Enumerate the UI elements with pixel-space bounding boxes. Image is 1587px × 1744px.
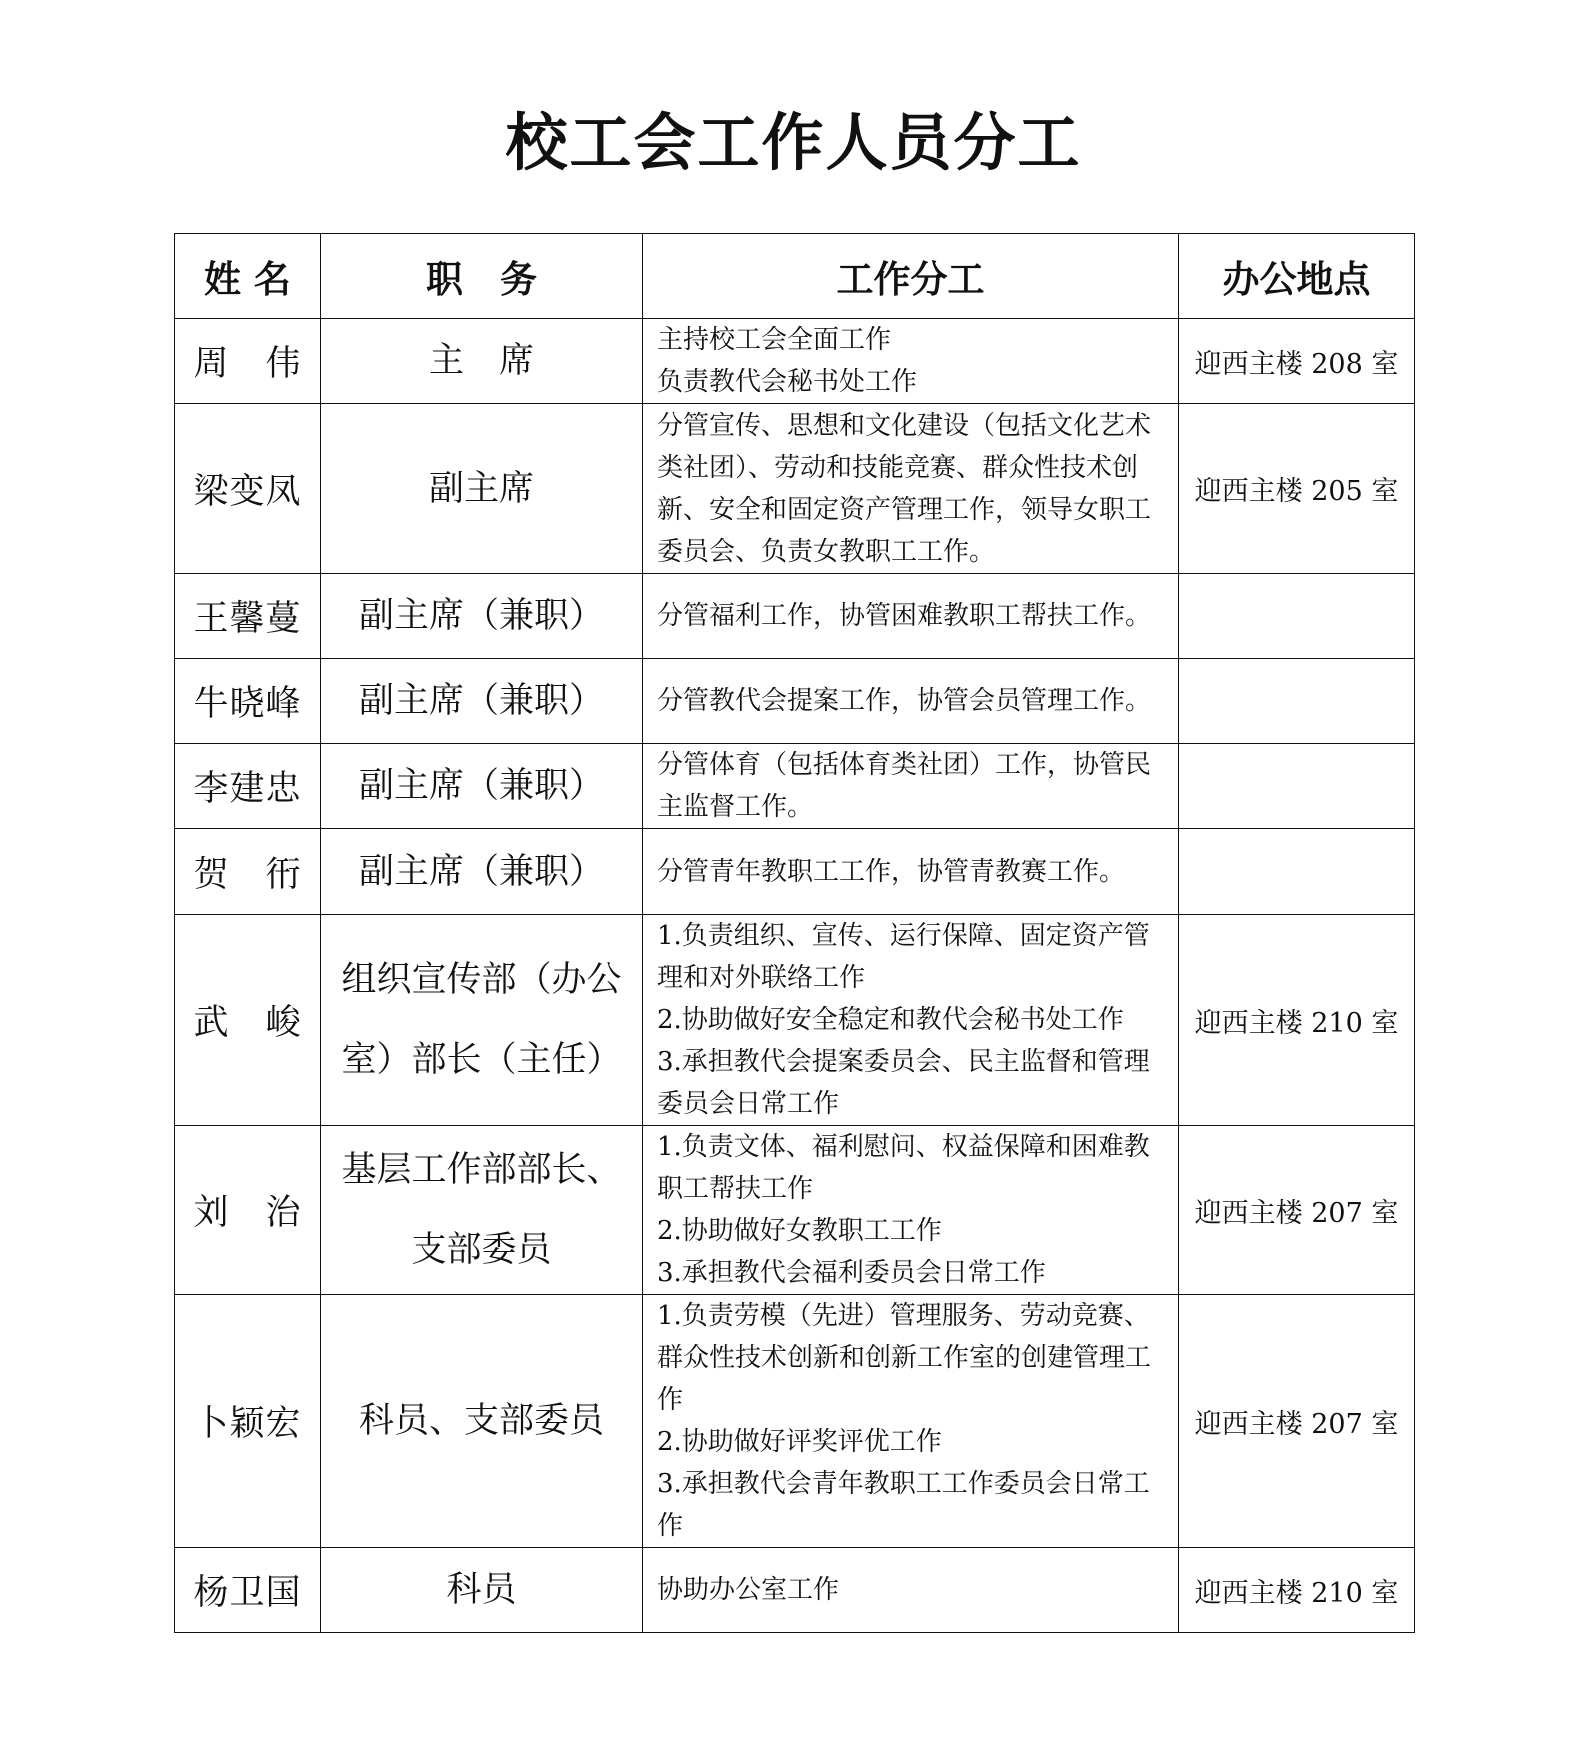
role-line: 组织宣传部（办公	[341, 960, 622, 1000]
role-line: 副主席（兼职）	[358, 766, 604, 806]
staff-office	[1179, 574, 1415, 659]
duty-item: 1.负责劳模（先进）管理服务、劳动竞赛、群众性技术创新和创新工作室的创建管理工作	[657, 1301, 1152, 1415]
staff-role	[321, 659, 643, 744]
table-row	[175, 829, 1415, 915]
duty-item: 分管宣传、思想和文化建设（包括文化艺术类社团）、劳动和技能竞赛、群众性技术创新、安全和固定资产管理工作，领导女职工委员会、负责女教职工工作。	[657, 410, 1152, 567]
staff-duties	[643, 404, 1179, 574]
staff-role	[321, 1548, 643, 1633]
table-row	[175, 915, 1415, 1126]
duty-item: 分管教代会提案工作，协管会员管理工作。	[657, 686, 1152, 716]
staff-duties	[643, 319, 1179, 404]
staff-duties	[643, 1295, 1179, 1548]
table-row	[175, 744, 1415, 829]
role-line: 副主席（兼职）	[358, 681, 604, 721]
staff-name: 贺 衎	[175, 829, 321, 915]
staff-duties	[643, 1126, 1179, 1295]
staff-duties	[643, 574, 1179, 659]
header-name: 姓 名	[175, 234, 321, 319]
duty-item: 协助办公室工作	[657, 1575, 840, 1605]
role-line: 副主席	[428, 468, 534, 509]
staff-role	[321, 744, 643, 829]
table-row	[175, 1126, 1415, 1295]
staff-office: 迎西主楼 210 室	[1179, 1548, 1415, 1633]
staff-office	[1179, 744, 1415, 829]
staff-name: 刘 治	[175, 1126, 321, 1295]
staff-duties	[643, 659, 1179, 744]
staff-name: 牛晓峰	[175, 659, 321, 744]
role-line: 科员、支部委员	[358, 1401, 604, 1441]
table-row	[175, 1295, 1415, 1548]
staff-name: 王馨蔓	[175, 574, 321, 659]
duty-item: 2.协助做好女教职工工作	[657, 1216, 942, 1246]
staff-role	[321, 1126, 643, 1295]
duty-item: 分管福利工作，协管困难教职工帮扶工作。	[657, 601, 1152, 631]
header-duties: 工作分工	[643, 234, 1179, 319]
staff-duties	[643, 829, 1179, 915]
table-body	[175, 319, 1415, 1633]
staff-office	[1179, 659, 1415, 744]
staff-office: 迎西主楼 208 室	[1179, 319, 1415, 404]
duty-item: 1.负责文体、福利慰问、权益保障和困难教职工帮扶工作	[657, 1132, 1150, 1204]
table-row	[175, 404, 1415, 574]
staff-role	[321, 574, 643, 659]
role-line: 室）部长（主任）	[341, 1040, 622, 1080]
staff-name: 杨卫国	[175, 1548, 321, 1633]
staff-name: 周 伟	[175, 319, 321, 404]
staff-name: 卜颖宏	[175, 1295, 321, 1548]
role-line: 科员	[446, 1570, 517, 1610]
staff-role	[321, 829, 643, 915]
table-row	[175, 659, 1415, 744]
table-header-row	[175, 234, 1415, 319]
duty-item: 2.协助做好安全稳定和教代会秘书处工作	[657, 1005, 1124, 1035]
duty-item: 分管青年教职工工作，协管青教赛工作。	[657, 856, 1126, 887]
table-row	[175, 319, 1415, 404]
header-office: 办公地点	[1179, 234, 1415, 319]
role-line: 基层工作部部长、	[341, 1150, 622, 1190]
role-line: 副主席（兼职）	[358, 851, 604, 892]
staff-duties	[643, 915, 1179, 1126]
staff-office: 迎西主楼 207 室	[1179, 1126, 1415, 1295]
staff-role	[321, 1295, 643, 1548]
staff-duties	[643, 744, 1179, 829]
role-line: 副主席（兼职）	[358, 596, 604, 636]
role-line: 主 席	[428, 341, 534, 381]
staff-name: 武 峻	[175, 915, 321, 1126]
staff-office	[1179, 829, 1415, 915]
role-line: 支部委员	[411, 1230, 552, 1270]
staff-office: 迎西主楼 205 室	[1179, 404, 1415, 574]
staff-name: 梁变凤	[175, 404, 321, 574]
staff-duties	[643, 1548, 1179, 1633]
staff-role	[321, 404, 643, 574]
duty-item: 3.承担教代会提案委员会、民主监督和管理委员会日常工作	[657, 1047, 1150, 1119]
duty-item: 3.承担教代会青年教职工工作委员会日常工作	[657, 1469, 1150, 1541]
staff-name: 李建忠	[175, 744, 321, 829]
duty-item: 1.负责组织、宣传、运行保障、固定资产管理和对外联络工作	[657, 921, 1150, 993]
duty-item: 主持校工会全面工作	[657, 325, 892, 355]
duty-item: 负责教代会秘书处工作	[657, 367, 918, 397]
document-title: 校工会工作人员分工	[505, 106, 1082, 179]
header-role: 职 务	[321, 234, 643, 319]
staff-role	[321, 915, 643, 1126]
duty-item: 3.承担教代会福利委员会日常工作	[657, 1258, 1046, 1288]
duty-item: 2.协助做好评奖评优工作	[657, 1427, 942, 1457]
staff-role	[321, 319, 643, 404]
staff-assignment-table	[174, 233, 1415, 1633]
duty-item: 分管体育（包括体育类社团）工作，协管民主监督工作。	[657, 750, 1152, 822]
staff-office: 迎西主楼 207 室	[1179, 1295, 1415, 1548]
table-row	[175, 1548, 1415, 1633]
table-row	[175, 574, 1415, 659]
staff-office: 迎西主楼 210 室	[1179, 915, 1415, 1126]
